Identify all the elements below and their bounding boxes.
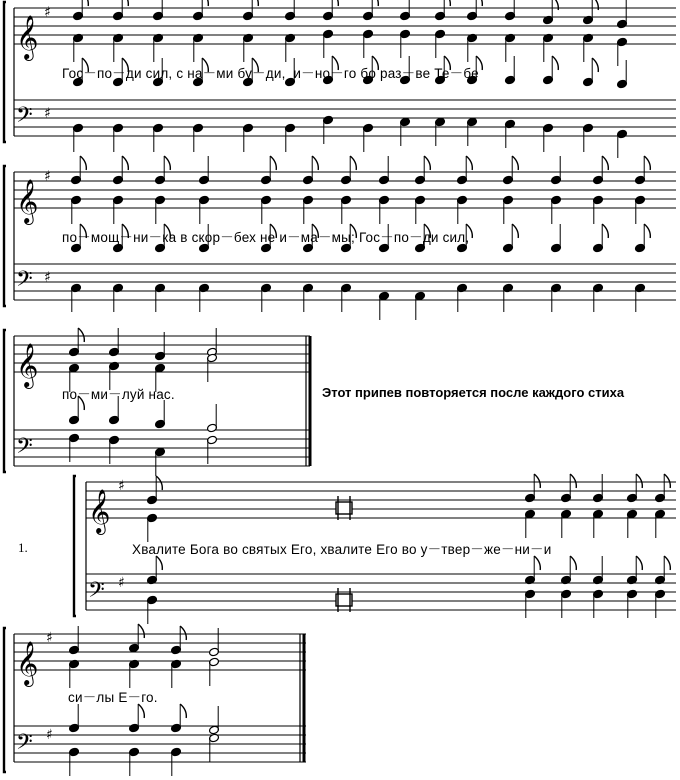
note-flag <box>644 224 650 238</box>
treble-clef-icon: 𝄞 <box>16 343 39 387</box>
note-flag <box>312 156 318 170</box>
note-flag <box>552 56 558 70</box>
note-flag <box>78 328 84 342</box>
note-flag <box>138 624 144 638</box>
note-flag <box>156 556 162 570</box>
note-flag <box>570 474 576 488</box>
note-flag <box>424 156 430 170</box>
note-flag <box>636 474 642 488</box>
note-flag <box>644 156 650 170</box>
note-flag <box>180 626 186 640</box>
key-signature-icon: ♯ <box>44 269 51 286</box>
note-flag <box>664 556 670 570</box>
note-flag <box>636 556 642 570</box>
note-flag <box>512 224 518 238</box>
note-flag <box>602 156 608 170</box>
note-flag <box>252 0 258 6</box>
note-flag <box>164 156 170 170</box>
system-bracket <box>74 476 76 616</box>
system-bracket <box>4 628 6 772</box>
key-signature-icon: ♯ <box>44 168 51 185</box>
key-signature-icon: ♯ <box>46 630 53 646</box>
treble-clef-icon: 𝄞 <box>16 179 39 223</box>
note-flag <box>444 0 450 6</box>
system-bracket <box>4 166 6 306</box>
bass-clef-icon: 𝄢 <box>16 434 33 464</box>
note-flag <box>602 224 608 238</box>
treble-clef-icon: 𝄞 <box>16 15 39 59</box>
note-flag <box>534 474 540 488</box>
treble-clef-icon: 𝄞 <box>88 489 111 533</box>
note-flag <box>156 476 162 490</box>
treble-clef-icon: 𝄞 <box>16 641 39 685</box>
note-flag <box>138 704 144 718</box>
note-flag <box>270 156 276 170</box>
note-flag <box>180 704 186 718</box>
note-flag <box>476 0 482 6</box>
note-flag <box>332 0 338 6</box>
lyrics-line-4: Хвалите Бога во святых Его, хвалите Его во у－твер－же－ни－и <box>132 542 552 557</box>
bass-clef-icon: 𝄢 <box>16 103 33 133</box>
lyrics-line-1: Гос－по－ди сил, с на－ми бу－ди, и－но－го бо раз－ве Те－бе <box>62 66 479 81</box>
system-bracket <box>4 2 6 142</box>
note-flag <box>664 474 670 488</box>
note-flag <box>202 0 208 6</box>
note-flag <box>466 156 472 170</box>
note-flag <box>122 0 128 6</box>
bass-clef-icon: 𝄢 <box>88 578 105 608</box>
bass-clef-icon: 𝄢 <box>16 730 33 760</box>
note-flag <box>350 156 356 170</box>
note-flag <box>122 156 128 170</box>
note-flag <box>534 556 540 570</box>
note-flag <box>592 58 598 72</box>
key-signature-icon: ♯ <box>44 4 51 21</box>
note-flag <box>82 0 88 6</box>
note-flag <box>80 156 86 170</box>
verse-number: 1. <box>18 540 28 555</box>
lyrics-line-5: си－лы Е－го. <box>68 690 158 705</box>
note-flag <box>512 156 518 170</box>
note-flag <box>570 556 576 570</box>
key-signature-icon: ♯ <box>118 575 125 591</box>
system-bracket <box>4 330 6 472</box>
key-signature-icon: ♯ <box>46 727 53 743</box>
key-signature-icon: ♯ <box>118 478 125 494</box>
lyrics-line-3: по－ми－луй нас. <box>62 387 175 402</box>
lyrics-line-2: по－мощ－ни－ка в скор－бех не и－ма－мы; Гос－по－ди сил, <box>62 230 470 245</box>
key-signature-icon: ♯ <box>44 105 51 122</box>
bass-clef-icon: 𝄢 <box>16 267 33 297</box>
refrain-note: Этот припев повторяется после каждого стиха <box>322 385 625 400</box>
note-flag <box>372 0 378 6</box>
